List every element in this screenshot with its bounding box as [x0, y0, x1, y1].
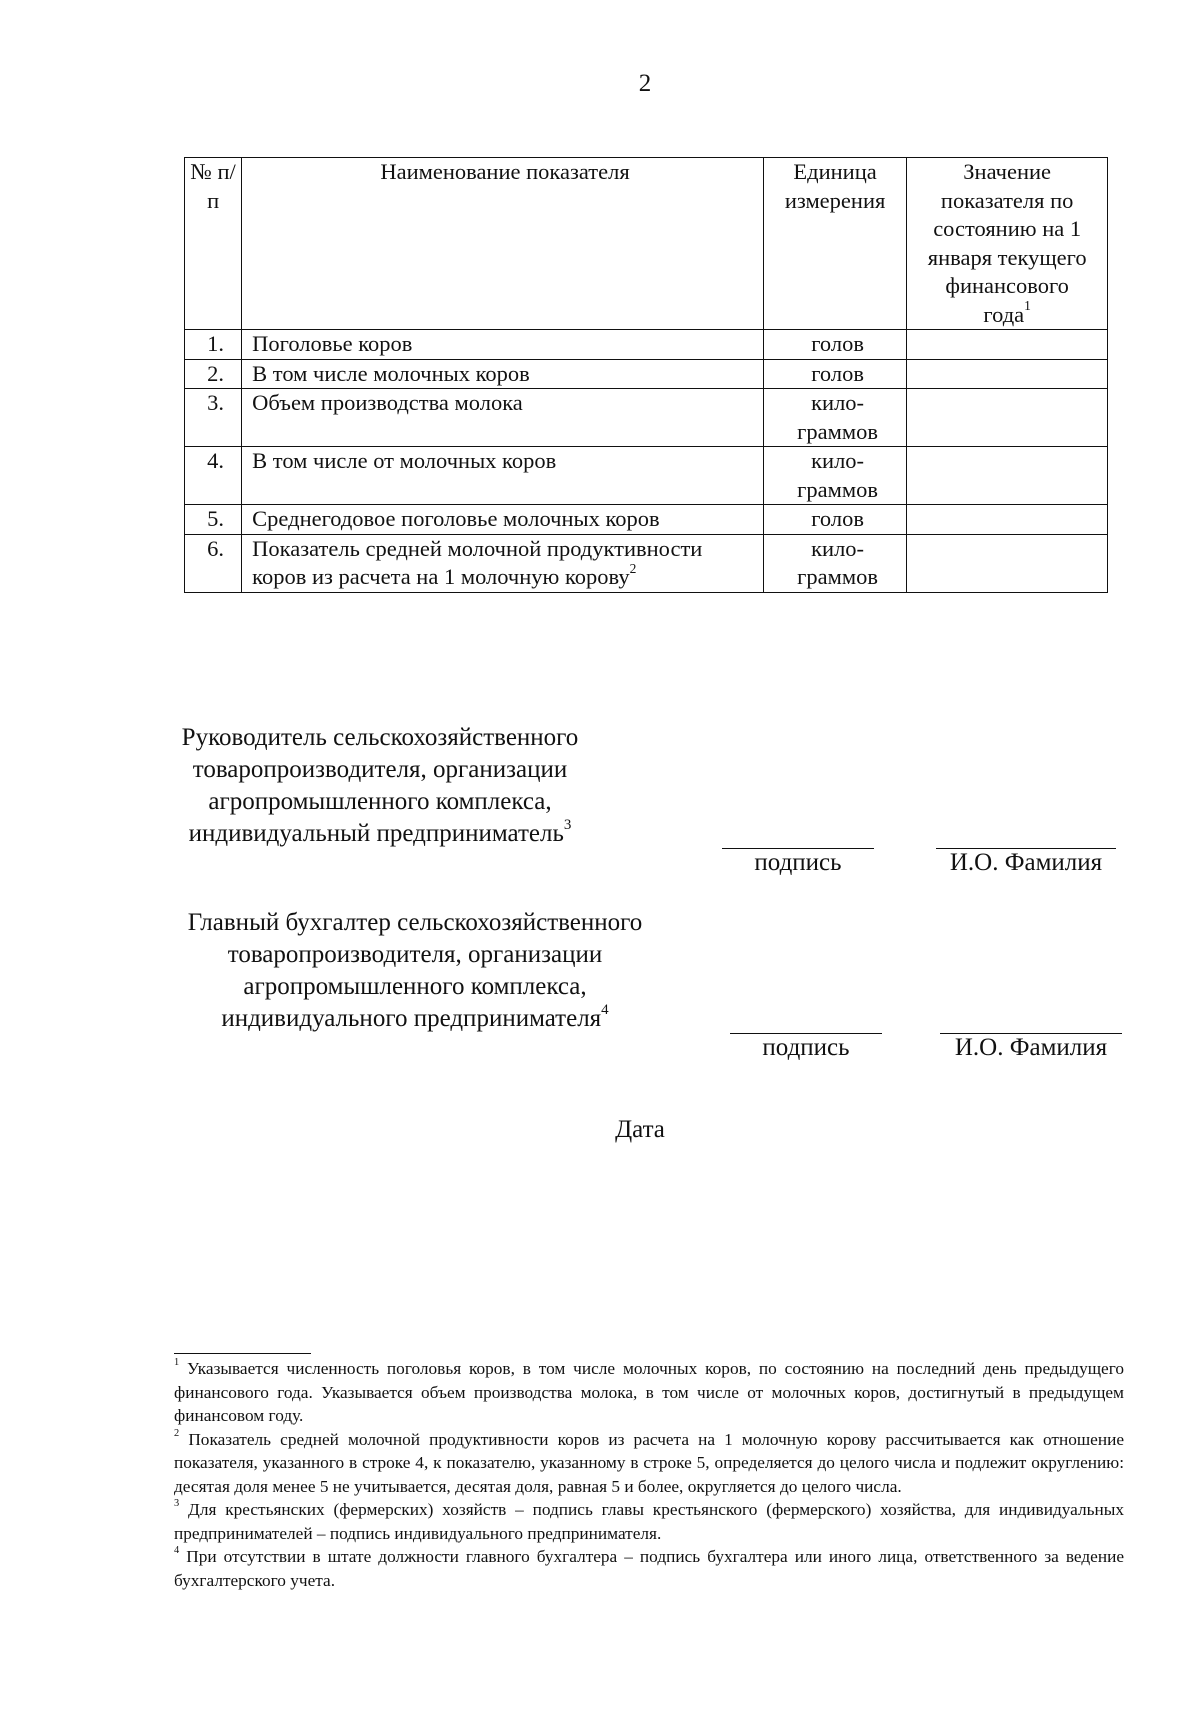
footnote-1: $^1$ Указывается численность поголовья коров, в том числе молочных коров, по состоянию на последний день предыдущего финансового года. Указывается объем производства молока, в том числе от молочных коров, достигнутый в предыдущем финансовом году. [174, 1357, 1124, 1425]
name-label-accountant: И.О. Фамилия [954, 1034, 1108, 1061]
row-unit: кило-граммов [763, 447, 906, 505]
row-unit: голов [763, 330, 906, 360]
row-name: В том числе от молочных коров [242, 447, 764, 505]
row-number: 2. [185, 359, 242, 389]
row-name: Объем производства молока [242, 389, 764, 447]
page-number: 2 [638, 70, 652, 97]
header-unit: Единица измерения [763, 158, 906, 330]
header-number: № п/п [185, 158, 242, 330]
row-name: Среднегодовое поголовье молочных коров [242, 505, 764, 535]
footnotes [174, 1357, 1124, 1592]
row-name: В том числе молочных коров [242, 359, 764, 389]
row-name: Поголовье коров [242, 330, 764, 360]
row-value [907, 330, 1108, 360]
header-value-footnote-mark: 1 [1024, 298, 1031, 314]
indicators-table [184, 157, 1108, 593]
row-unit: кило-граммов [763, 534, 906, 592]
table-header-row [185, 158, 1108, 330]
table-row [185, 330, 1108, 360]
row-unit: голов [763, 359, 906, 389]
footnote-3: $^3$ Для крестьянских (фермерских) хозяйств – подпись главы крестьянского (фермерского) хозяйства, для индивидуальных предпринимателей – подпись индивидуального предпринимателя. [174, 1498, 1124, 1543]
row-value [907, 447, 1108, 505]
signature-role-accountant: Главный бухгалтер сельскохозяйственного товаропроизводителя, организации агропромышленного комплекса, индивидуального предпринимателя$^4$ [187, 909, 643, 1032]
footnote-2: $^2$ Показатель средней молочной продуктивности коров из расчета на 1 молочную корову рассчитывается как отношение показателя, указанного в строке 4, к показателю, указанному в строке 5, определяется до целого числа и подлежит округлению: десятая доля менее 5 не учитывается, десятая доля, равная 5 и более, округляется до целого числа. [174, 1427, 1124, 1496]
row-unit: голов [763, 505, 906, 535]
date-label: Дата [615, 1116, 665, 1143]
row-value [907, 534, 1108, 592]
name-label-head: И.О. Фамилия [949, 849, 1103, 876]
footnote-4: $^4$ При отсутствии в штате должности главного бухгалтера – подпись бухгалтера или иного лица, ответственного за ведение бухгалтерского учета. [174, 1545, 1124, 1590]
row-unit: кило-граммов [763, 389, 906, 447]
row-number: 3. [185, 389, 242, 447]
row-number: 4. [185, 447, 242, 505]
row-number: 6. [185, 534, 242, 592]
table-row [185, 505, 1108, 535]
row-value [907, 359, 1108, 389]
signature-label-head: подпись [754, 849, 842, 876]
header-name: Наименование показателя [242, 158, 764, 330]
signature-label-accountant: подпись [762, 1034, 850, 1061]
row-number: 5. [185, 505, 242, 535]
table-row [185, 389, 1108, 447]
row-value [907, 389, 1108, 447]
footnote-separator [174, 1353, 311, 1354]
table-row [185, 534, 1108, 592]
row-number: 1. [185, 330, 242, 360]
header-value: Значение показателя по состоянию на 1 января текущего финансового года$^1$ [907, 158, 1108, 330]
table-row [185, 447, 1108, 505]
row-name-footnote-mark: 2 [629, 560, 637, 576]
row-value [907, 505, 1108, 535]
signature-role-head: Руководитель сельскохозяйственного товаропроизводителя, организации агропромышленного комплекса, индивидуальный предприниматель$^3$ [181, 724, 579, 847]
row-name: Показатель средней молочной продуктивности коров из расчета на 1 молочную корову$^2$ [242, 534, 764, 592]
table-row [185, 359, 1108, 389]
